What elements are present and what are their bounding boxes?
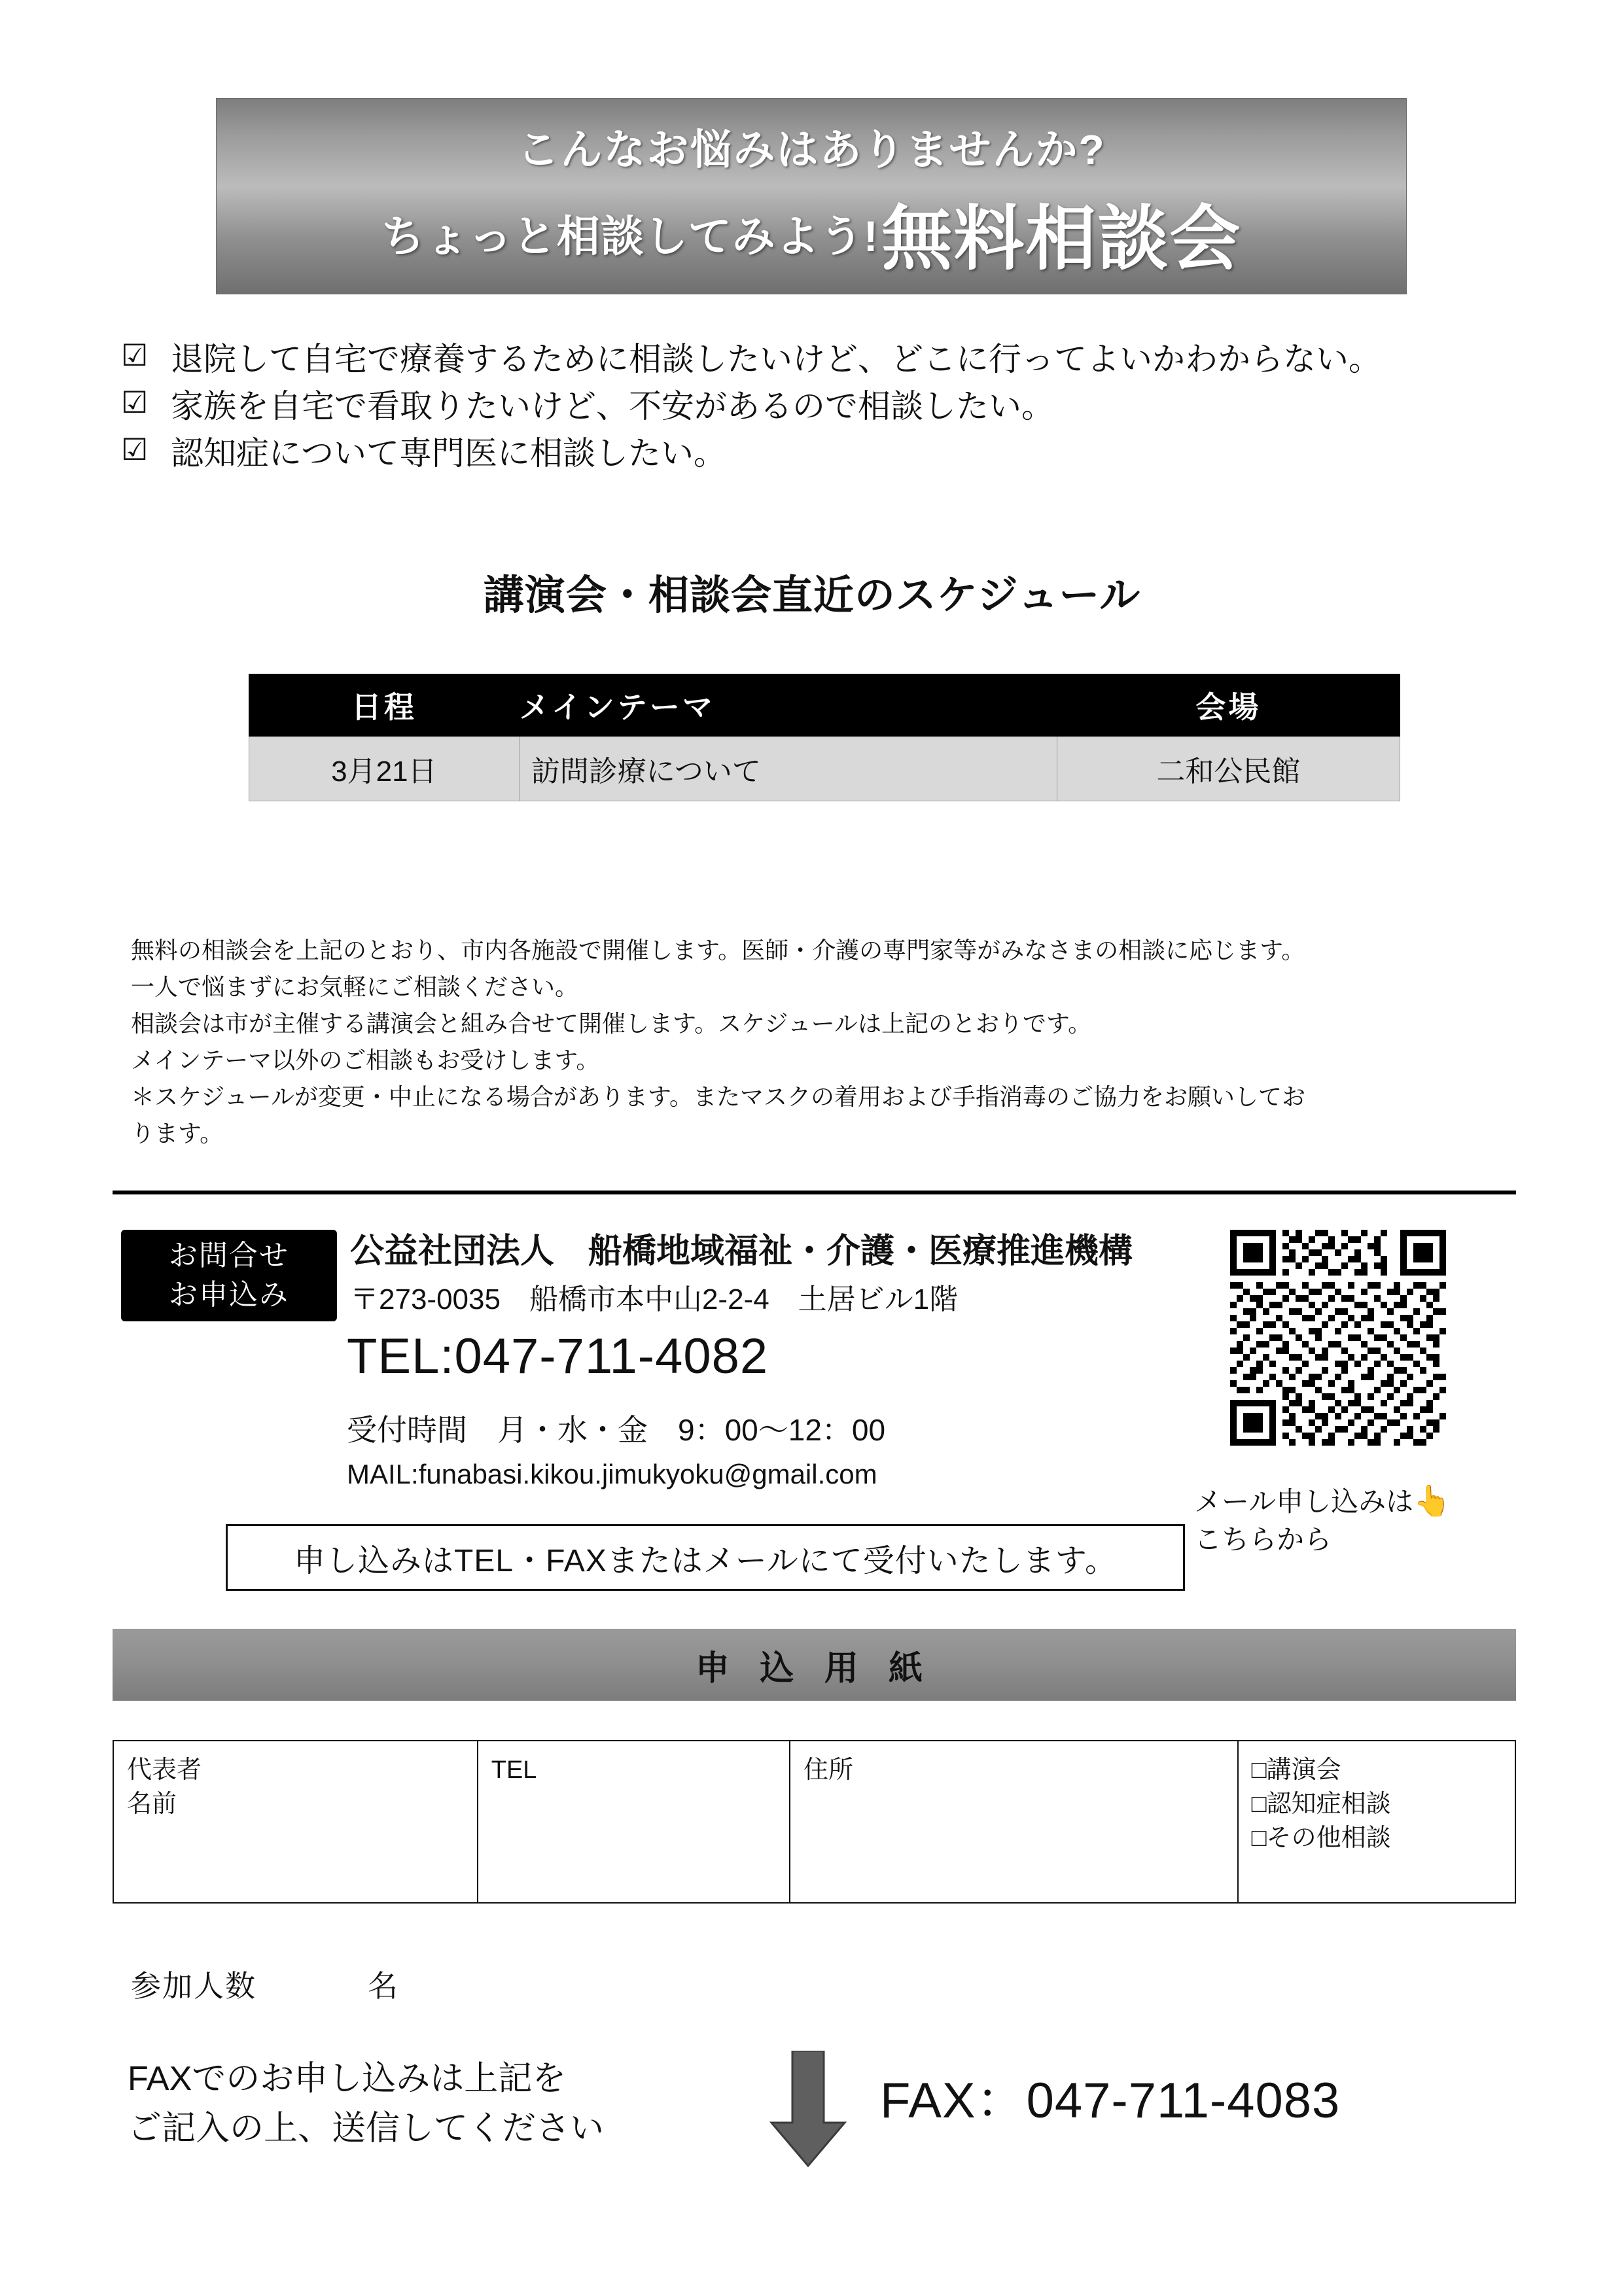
- checkbox-checked-icon: ☑: [121, 385, 149, 419]
- banner-sub-small: ちょっと相談してみよう!: [381, 212, 879, 260]
- contact-badge-line2: お申込み: [169, 1279, 289, 1311]
- contact-badge-line1: お問合せ: [169, 1240, 289, 1272]
- form-row: [113, 1741, 1515, 1903]
- option-checkbox-dementia[interactable]: □認知症相談: [1251, 1790, 1391, 1818]
- checkbox-checked-icon: ☑: [121, 432, 149, 466]
- checklist-item: [121, 340, 1528, 378]
- option-checkbox-other[interactable]: □その他相談: [1251, 1824, 1391, 1852]
- checkbox-checked-icon: ☑: [121, 338, 149, 372]
- down-arrow-icon: [769, 2051, 847, 2168]
- schedule-table: [249, 674, 1400, 801]
- fax-instruction: [128, 2054, 604, 2153]
- application-form-table: [113, 1740, 1516, 1904]
- note-line: ＊スケジュールが変更・中止になる場合があります。またマスクの着用および手指消毒のご協力をお願いしてお: [131, 1083, 1305, 1110]
- checklist-item: [121, 434, 1528, 472]
- banner-subheadline: [216, 182, 1407, 283]
- attendees-label: 参加人数: [131, 1969, 256, 2003]
- apply-methods-label: 申し込みはTEL・FAXまたはメールにて受付いたします。: [294, 1543, 1117, 1578]
- qr-caption: [1194, 1482, 1451, 1559]
- qr-caption-line1: メール申し込みは: [1194, 1486, 1414, 1517]
- note-line: 無料の相談会を上記のとおり、市内各施設で開催します。医師・介護の専門家等がみなさまの相談に応じます。: [131, 937, 1305, 964]
- pointing-hand-icon: 👆: [1413, 1484, 1451, 1518]
- field-name-label-line1: 代表者: [127, 1756, 202, 1784]
- organization-address: 〒273-0035 船橋市本中山2-2-4 土居ビル1階: [350, 1283, 959, 1315]
- field-tel-cell[interactable]: [478, 1741, 790, 1903]
- checklist-item-label: 退院して自宅で療養するために相談したいけど、どこに行ってよいかわからない。: [171, 341, 1381, 377]
- checklist-item-label: 家族を自宅で看取りたいけど、不安があるので相談したい。: [171, 388, 1054, 425]
- note-line: 相談会は市が主催する講演会と組み合せて開催します。スケジュールは上記のとおりです。: [131, 1010, 1092, 1037]
- organization-name: 公益社団法人 船橋地域福祉・介護・医療推進機構: [350, 1232, 1133, 1270]
- banner-headline: こんなお悩みはありませんか?: [517, 126, 1106, 173]
- section-divider: [113, 1191, 1516, 1194]
- field-options-cell[interactable]: [1238, 1741, 1515, 1903]
- fax-number: FAX：047-711-4083: [880, 2073, 1341, 2129]
- column-header-date: 日程: [249, 674, 520, 737]
- notes-block: [131, 932, 1525, 1152]
- contact-telephone: TEL:047-711-4082: [347, 1329, 769, 1384]
- header-banner: [216, 98, 1407, 294]
- field-address-label: 住所: [803, 1756, 854, 1784]
- fax-instruction-line2: ご記入の上、送信してください: [128, 2110, 605, 2148]
- contact-hours: 受付時間 月・水・金 9：00〜12：00: [347, 1413, 886, 1447]
- note-line: メインテーマ以外のご相談もお受けします。: [131, 1047, 600, 1073]
- column-header-theme: メインテーマ: [519, 674, 1057, 737]
- field-address-cell[interactable]: [790, 1741, 1238, 1903]
- checklist-item: [121, 387, 1528, 425]
- table-row: [249, 737, 1400, 801]
- note-line: 一人で悩まずにお気軽にご相談ください。: [131, 973, 579, 1000]
- qr-code-icon[interactable]: [1230, 1230, 1446, 1446]
- contact-badge: [121, 1230, 337, 1321]
- checklist-item-label: 認知症について専門医に相談したい。: [171, 435, 726, 472]
- qr-caption-line2: こちらから: [1194, 1524, 1332, 1555]
- contact-email: MAIL:funabasi.kikou.jimukyoku@gmail.com: [347, 1459, 877, 1489]
- concerns-checklist: [121, 340, 1528, 481]
- schedule-title: 講演会・相談会直近のスケジュール: [483, 573, 1141, 618]
- cell-venue: 二和公民館: [1057, 737, 1400, 801]
- application-form-title: 申 込 用 紙: [113, 1629, 1516, 1701]
- note-line: ります。: [131, 1120, 224, 1147]
- cell-date: 3月21日: [249, 737, 520, 801]
- apply-methods-note: [226, 1524, 1185, 1591]
- fax-instruction-line1: FAXでのお申し込みは上記を: [128, 2060, 567, 2098]
- banner-sub-big: 無料相談会: [881, 199, 1242, 278]
- field-name-label-line2: 名前: [127, 1790, 177, 1818]
- field-name-cell[interactable]: [113, 1741, 478, 1903]
- field-tel-label: TEL: [491, 1756, 537, 1784]
- attendees-field: [131, 1962, 399, 2006]
- column-header-venue: 会場: [1057, 674, 1400, 737]
- table-header-row: [249, 674, 1400, 737]
- cell-theme: 訪問診療について: [519, 737, 1057, 801]
- attendees-unit: 名: [368, 1969, 399, 2003]
- option-checkbox-lecture[interactable]: □講演会: [1251, 1756, 1341, 1784]
